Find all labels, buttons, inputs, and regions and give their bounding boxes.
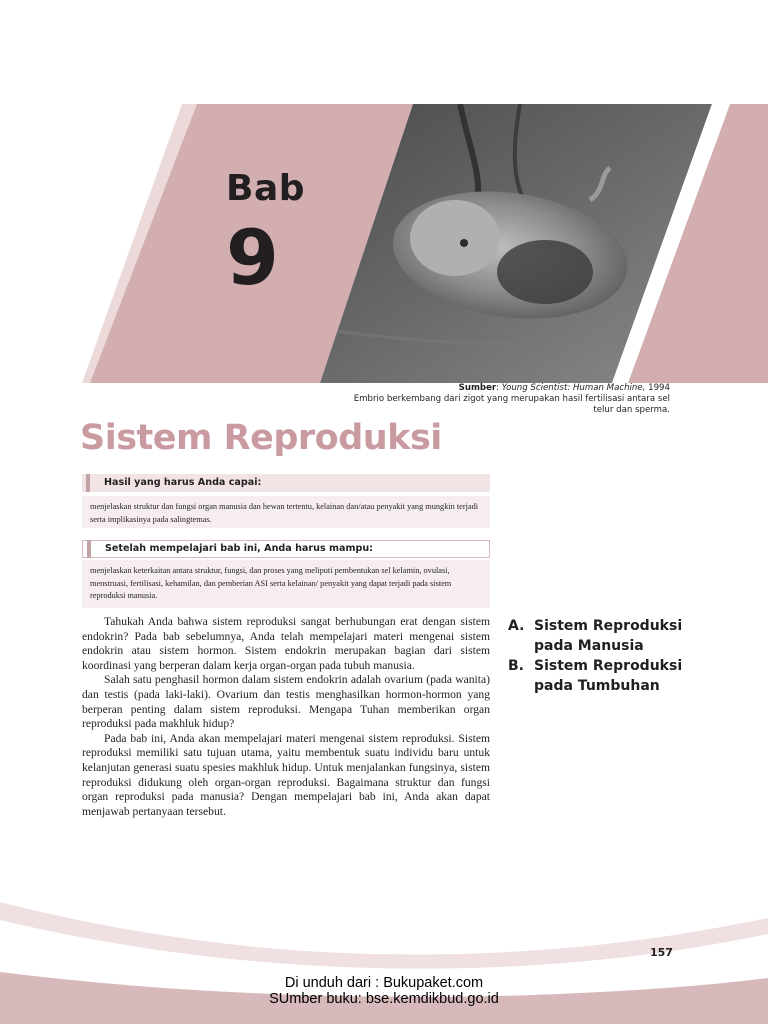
goals-heading-2-text: Setelah mempelajari bab ini, Anda harus mampu:: [105, 543, 373, 554]
paragraph: Salah satu penghasil hormon dalam sistem endokrin adalah ovarium (pada wanita) dan testis (pada laki-laki). Ovarium dan testis menghasilkan hormon-hormon yang berperan penting dalam sistem reproduksi. Mengapa Tuhan memberikan organ reproduksi pada makhluk hidup?: [82, 673, 490, 731]
footer-line-1: Di unduh dari : Bukupaket.com: [284, 975, 484, 991]
caption-line-1: Embrio berkembang dari zigot yang merupakan hasil fertilisasi antara sel: [353, 394, 670, 404]
download-footer: [0, 975, 768, 1007]
paragraph: Pada bab ini, Anda akan mempelajari materi mengenai sistem reproduksi. Sistem reproduksi memiliki satu tujuan utama, yaitu membentuk suatu individu baru untuk kelanjutan generasi suatu spesies makhluk hidup. Untuk menjalankan fungsinya, sistem reproduksi didukung oleh organ-organ reproduksi. Bagaimana struktur dan fungsi organ reproduksi pada manusia? Dengan mempelajari bab ini, Anda akan dapat menjawab pertanyaan tersebut.: [82, 731, 490, 818]
chapter-banner: [0, 0, 768, 400]
toc-label: Sistem Reproduksi pada Tumbuhan: [534, 658, 683, 694]
toc-label: Sistem Reproduksi pada Manusia: [534, 618, 683, 654]
goals-heading-2: [82, 540, 490, 558]
toc-letter: A.: [508, 618, 525, 634]
goals-text-2: menjelaskan keterkaitan antara struktur, fungsi, dan proses yang meliputi pembentukan sel kelamin, ovulasi, menstruasi, fertilisasi, kehamilan, dan pemberian ASI serta kelainan/ penyakit yang dapat terjadi pada sistem reproduksi manusia.: [82, 560, 490, 608]
chapter-title: Sistem Reproduksi: [80, 418, 442, 458]
source-label: Sumber: [458, 383, 497, 393]
page-number: 157: [650, 946, 673, 959]
toc-item-b[interactable]: [508, 656, 688, 696]
paragraph: Tahukah Anda bahwa sistem reproduksi sangat berhubungan erat dengan sistem endokrin? Pada bab sebelumnya, Anda telah mempelajari materi mengenai sistem endokrin atau sistem hormon. Sistem endokrin merupakan bagian dari sistem koordinasi yang berperan dalam kerja organ-organ pada tubuh manusia.: [82, 615, 490, 672]
chapter-label: Bab: [226, 168, 306, 209]
goals-heading-1-text: Hasil yang harus Anda capai:: [104, 477, 262, 488]
goals-text-1: menjelaskan struktur dan fungsi organ manusia dan hewan tertentu, kelainan dan/atau penyakit yang mungkin terjadi serta implikasinya pada salingtemas.: [82, 496, 490, 528]
image-caption: Sumber: Young Scientist: Human Machine, 1994 Embrio berkembang dari zigot yang merupakan hasil fertilisasi antara sel telur dan sperma.: [270, 383, 670, 416]
intro-text: [82, 615, 490, 819]
toc-item-a[interactable]: [508, 616, 688, 656]
footer-line-2: SUmber buku: bse.kemdikbud.go.id: [269, 991, 499, 1007]
caption-line-2: telur dan sperma.: [593, 405, 670, 415]
source-title: Young Scientist: Human Machine,: [501, 383, 646, 393]
heading-accent-bar: [86, 474, 90, 492]
toc-letter: B.: [508, 658, 524, 674]
source-year: 1994: [648, 383, 670, 393]
chapter-contents: [508, 616, 688, 696]
goals-heading-1: [82, 474, 490, 492]
chapter-number: 9: [226, 213, 279, 302]
heading-accent-bar: [87, 540, 91, 558]
